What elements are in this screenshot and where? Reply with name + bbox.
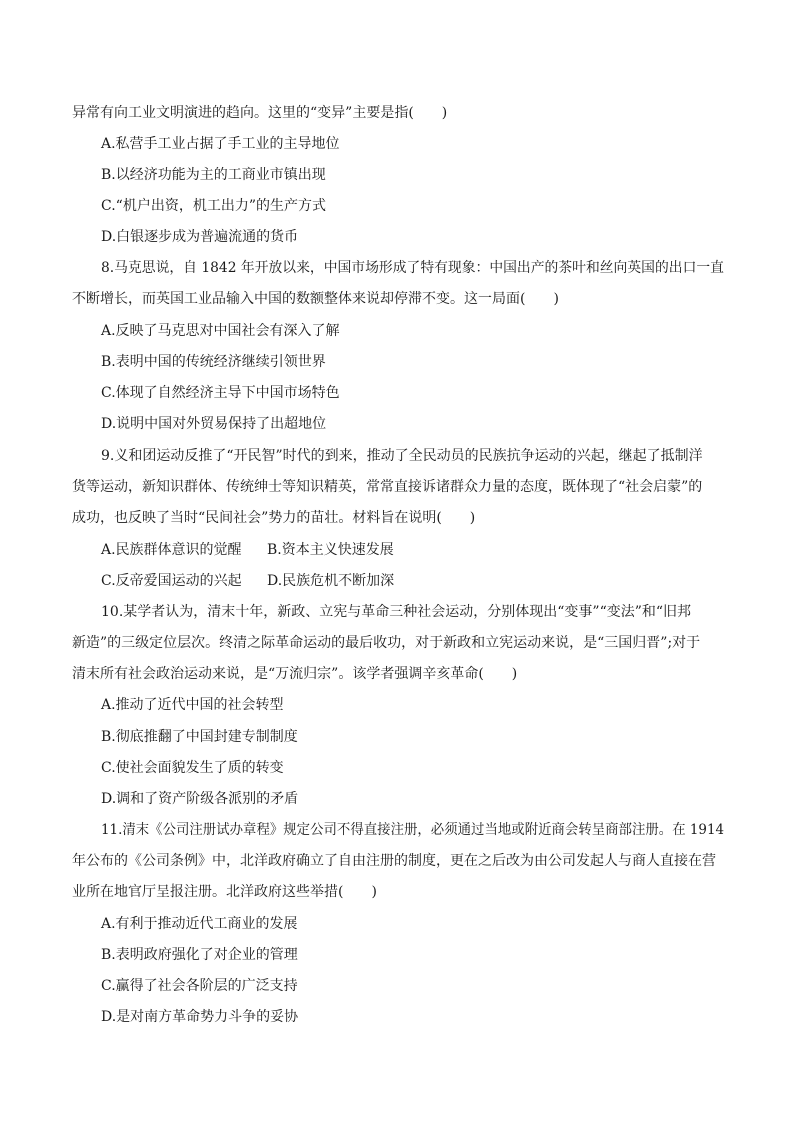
q10-stem-line-2: 新造”的三级定位层次。终清之际革命运动的最后收功，对于新政和立宪运动来说，是“三国归晋”;对于 — [72, 635, 701, 651]
q10-stem-line-1: 10.某学者认为，清末十年，新政、立宪与革命三种社会运动，分别体现出“变事”“变法”和“旧邦 — [101, 604, 692, 620]
q9-stem-line-3: 成功，也反映了当时“民间社会”势力的苗壮。材料旨在说明( ) — [72, 510, 476, 526]
q11-option-c: C.赢得了社会各阶层的广泛支持 — [101, 978, 298, 994]
q11-stem-line-3: 业所在地官厅呈报注册。北洋政府这些举措( ) — [72, 884, 377, 900]
q11-option-d: D.是对南方革命势力斗争的妥协 — [101, 1009, 299, 1025]
q8-option-a: A.反映了马克思对中国社会有深入了解 — [101, 323, 340, 339]
q11-stem-line-2: 年公布的《公司条例》中，北洋政府确立了自由注册的制度，更在之后改为由公司发起人与商人直接在营 — [72, 853, 716, 869]
q9-option-b: B.资本主义快速发展 — [267, 542, 394, 558]
q9-stem-line-2: 货等运动，新知识群体、传统绅士等知识精英，常常直接诉诸群众力量的态度，既体现了“社会启蒙”的 — [72, 479, 703, 495]
q11-stem-line-1: 11.清末《公司注册试办章程》规定公司不得直接注册，必须通过当地或附近商会转呈商部注册。在 1914 — [101, 822, 725, 838]
q9-option-d: D.民族危机不断加深 — [267, 573, 395, 589]
q9-option-a: A.民族群体意识的觉醒 — [101, 542, 242, 558]
q10-option-a: A.推动了近代中国的社会转型 — [101, 697, 284, 713]
q7-option-a: A.私营手工业占据了手工业的主导地位 — [101, 136, 340, 152]
q8-option-c: C.体现了自然经济主导下中国市场特色 — [101, 385, 340, 401]
q7-option-c: C.“机户出资，机工出力”的生产方式 — [101, 198, 326, 214]
q8-option-d: D.说明中国对外贸易保持了出超地位 — [101, 416, 327, 432]
q7-option-b: B.以经济功能为主的工商业市镇出现 — [101, 167, 326, 183]
q8-stem-line-2: 不断增长，而英国工业品输入中国的数额整体来说却停滞不变。这一局面( ) — [72, 291, 559, 307]
q8-stem-line-1: 8.马克思说，自 1842 年开放以来，中国市场形成了特有现象：中国出产的茶叶和丝向英国的出口一直 — [101, 260, 724, 276]
q9-stem-line-1: 9.义和团运动反推了“开民智”时代的到来，推动了全民动员的民族抗争运动的兴起，继起了抵制洋 — [101, 448, 703, 464]
q10-option-b: B.彻底推翻了中国封建专制制度 — [101, 729, 298, 745]
q11-option-a: A.有利于推动近代工商业的发展 — [101, 916, 298, 932]
q10-stem-line-3: 清末所有社会政治运动来说，是“万流归宗”。该学者强调辛亥革命( ) — [72, 666, 518, 682]
q9-option-c: C.反帝爱国运动的兴起 — [101, 573, 242, 589]
q7-stem-tail: 异常有向工业文明演进的趋向。这里的“变异”主要是指( ) — [72, 105, 448, 121]
q8-option-b: B.表明中国的传统经济继续引领世界 — [101, 354, 326, 370]
q7-option-d: D.白银逐步成为普遍流通的货币 — [101, 229, 299, 245]
q11-option-b: B.表明政府强化了对企业的管理 — [101, 947, 298, 963]
q10-option-c: C.使社会面貌发生了质的转变 — [101, 760, 284, 776]
q10-option-d: D.调和了资产阶级各派别的矛盾 — [101, 791, 299, 807]
